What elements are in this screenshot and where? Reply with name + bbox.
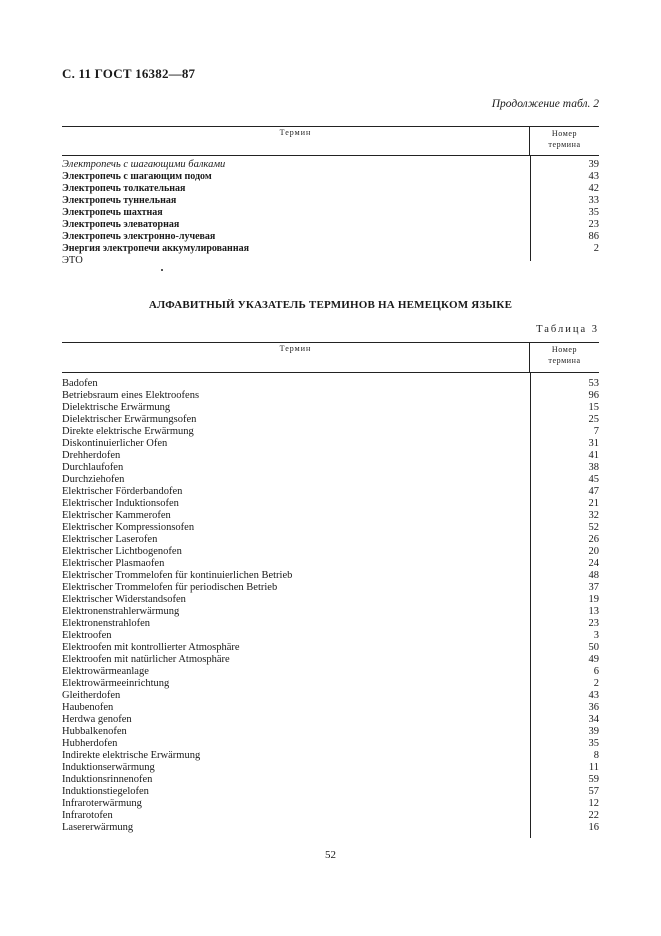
term-number-cell: 59 [588, 774, 599, 785]
term-cell: Durchziehofen [62, 474, 125, 485]
term-cell: Elektrowärmeanlage [62, 666, 149, 677]
term-cell: Elektrischer Induktionsofen [62, 498, 179, 509]
table-continuation-label: Продолжение табл. 2 [491, 98, 599, 110]
term-number-cell: 32 [588, 510, 599, 521]
column-header-number-line1: Номер [551, 129, 578, 138]
term-number-cell: 47 [588, 486, 599, 497]
table-row [62, 594, 599, 606]
term-cell: Elektroofen mit kontrollierter Atmosphäre [62, 642, 240, 653]
term-cell: Elektrischer Kompressionsofen [62, 522, 195, 533]
table-row [62, 666, 599, 678]
term-cell: Электропечь с шагающим подом [62, 171, 212, 182]
column-header-number-line1: Номер [551, 345, 578, 354]
term-number-cell: 7 [593, 426, 599, 437]
term-cell: Direkte elektrische Erwärmung [62, 426, 194, 437]
table-row [62, 726, 599, 738]
table-label: Таблица 3 [536, 324, 599, 335]
term-number-cell: 37 [588, 582, 599, 593]
table-row [62, 630, 599, 642]
table-row [62, 522, 599, 534]
term-number-cell: 11 [588, 762, 599, 773]
term-number-cell: 86 [588, 231, 599, 242]
table-header [62, 126, 599, 156]
term-cell: Elektroofen [62, 630, 112, 641]
term-number-cell: 35 [588, 207, 599, 218]
term-number-cell: 15 [588, 402, 599, 413]
table-row [62, 450, 599, 462]
term-cell: Электропечь элеваторная [62, 219, 180, 230]
term-cell: Электропечь с шагающими балками [62, 159, 226, 170]
term-number-cell: 39 [588, 726, 599, 737]
term-cell: Elektrischer Widerstandsofen [62, 594, 186, 605]
term-cell: Herdwa genofen [62, 714, 132, 725]
term-number-cell: 21 [588, 498, 599, 509]
term-cell: Durchlaufofen [62, 462, 124, 473]
term-number-cell: 16 [588, 822, 599, 833]
term-number-cell: 26 [588, 534, 599, 545]
table-row [62, 738, 599, 750]
term-number-cell: 19 [588, 594, 599, 605]
term-number-cell: 41 [588, 450, 599, 461]
term-number-cell: 39 [588, 159, 599, 170]
section-title: АЛФАВИТНЫЙ УКАЗАТЕЛЬ ТЕРМИНОВ НА НЕМЕЦКОМ ЯЗЫКЕ [148, 299, 513, 311]
term-cell: Elektrischer Laserofen [62, 534, 158, 545]
term-cell: Lasererwärmung [62, 822, 134, 833]
term-number-cell: 23 [588, 219, 599, 230]
term-number-cell: 57 [588, 786, 599, 797]
term-cell: Elektronenstrahlofen [62, 618, 151, 629]
table-row [62, 426, 599, 438]
column-header-term: Термин [62, 127, 530, 155]
table-row [62, 798, 599, 810]
term-cell: Hubherdofen [62, 738, 118, 749]
term-number-cell: 50 [588, 642, 599, 653]
term-number-cell: 23 [588, 618, 599, 629]
table-row [62, 702, 599, 714]
table-row [62, 159, 599, 171]
table-row [62, 195, 599, 207]
table-row [62, 654, 599, 666]
table-row [62, 183, 599, 195]
term-number-cell: 3 [593, 630, 599, 641]
table-row [62, 486, 599, 498]
term-cell: Elektronenstrahlerwärmung [62, 606, 180, 617]
term-cell: Indirekte elektrische Erwärmung [62, 750, 201, 761]
term-cell: Haubenofen [62, 702, 114, 713]
term-cell: Dielektrischer Erwärmungsofen [62, 414, 197, 425]
term-number-cell: 42 [588, 183, 599, 194]
table-row [62, 231, 599, 243]
term-number-cell: 13 [588, 606, 599, 617]
term-number-cell: 2 [593, 243, 599, 254]
term-cell: Diskontinuierlicher Ofen [62, 438, 168, 449]
term-number-cell: 43 [588, 171, 599, 182]
term-number-cell: 25 [588, 414, 599, 425]
term-cell: Infrarotofen [62, 810, 113, 821]
term-cell: Elektrischer Kammerofen [62, 510, 171, 521]
term-cell: Induktionsrinnenofen [62, 774, 153, 785]
term-cell: Электропечь шахтная [62, 207, 163, 218]
term-cell: Электропечь электронно-лучевая [62, 231, 216, 242]
term-cell: Hubbalkenofen [62, 726, 127, 737]
term-number-cell: 12 [588, 798, 599, 809]
table-row [62, 243, 599, 255]
table-row [62, 678, 599, 690]
term-number-cell: 20 [588, 546, 599, 557]
term-cell: Drehherdofen [62, 450, 121, 461]
table-row [62, 642, 599, 654]
term-cell: Gleitherdofen [62, 690, 121, 701]
term-number-cell: 8 [593, 750, 599, 761]
term-cell: Dielektrische Erwärmung [62, 402, 171, 413]
column-header-term: Термин [62, 343, 530, 372]
term-number-cell: 96 [588, 390, 599, 401]
table-row [62, 546, 599, 558]
term-cell: Elektrischer Trommelofen für periodischen Betrieb [62, 582, 278, 593]
column-header-number [530, 343, 599, 372]
term-cell: Elektrischer Plasmaofen [62, 558, 165, 569]
table-row [62, 774, 599, 786]
table-row [62, 558, 599, 570]
term-number-cell: 45 [588, 474, 599, 485]
table-row [62, 570, 599, 582]
term-cell: Induktionserwärmung [62, 762, 155, 773]
scan-speck [161, 269, 163, 271]
term-number-cell: 24 [588, 558, 599, 569]
table-row [62, 438, 599, 450]
table-row [62, 786, 599, 798]
document-header: С. 11 ГОСТ 16382—87 [62, 66, 196, 81]
term-cell: Elektrischer Trommelofen für kontinuierlichen Betrieb [62, 570, 293, 581]
term-cell: Электропечь толкательная [62, 183, 186, 194]
table-row [62, 582, 599, 594]
table-row [62, 750, 599, 762]
term-cell: Энергия электропечи аккумулированная [62, 243, 249, 254]
term-number-cell: 6 [593, 666, 599, 677]
term-cell: Электропечь туннельная [62, 195, 177, 206]
term-number-cell: 31 [588, 438, 599, 449]
table-row [62, 606, 599, 618]
term-number-cell: 38 [588, 462, 599, 473]
table-row [62, 414, 599, 426]
table-row [62, 714, 599, 726]
table-row [62, 510, 599, 522]
table-row [62, 822, 599, 834]
table-row [62, 378, 599, 390]
term-cell: Elektrowärmeeinrichtung [62, 678, 170, 689]
term-number-cell: 2 [593, 678, 599, 689]
table-row [62, 534, 599, 546]
table-row [62, 171, 599, 183]
term-number-cell: 49 [588, 654, 599, 665]
term-cell: Badofen [62, 378, 98, 389]
term-cell: ЭТО [62, 255, 83, 266]
term-cell: Elektrischer Lichtbogenofen [62, 546, 182, 557]
term-number-cell: 48 [588, 570, 599, 581]
term-cell: Betriebsraum eines Elektroofens [62, 390, 200, 401]
term-number-cell: 36 [588, 702, 599, 713]
page-number: 52 [325, 849, 336, 861]
term-number-cell: 35 [588, 738, 599, 749]
table-body [62, 156, 599, 266]
term-cell: Elektroofen mit natürlicher Atmosphäre [62, 654, 230, 665]
term-number-cell: 52 [588, 522, 599, 533]
column-header-number [530, 127, 599, 155]
table-body [62, 373, 599, 838]
table-row [62, 762, 599, 774]
table-row [62, 474, 599, 486]
table-row [62, 462, 599, 474]
table-row [62, 498, 599, 510]
table-header [62, 342, 599, 373]
table-row [62, 810, 599, 822]
term-cell: Elektrischer Förderbandofen [62, 486, 183, 497]
column-header-number-line2: термина [548, 356, 581, 365]
term-cell: Infraroterwärmung [62, 798, 142, 809]
term-number-cell: 34 [588, 714, 599, 725]
term-number-cell: 53 [588, 378, 599, 389]
term-number-cell: 43 [588, 690, 599, 701]
table-row [62, 690, 599, 702]
table-2 [62, 126, 599, 266]
table-row [62, 618, 599, 630]
term-number-cell: 22 [588, 810, 599, 821]
column-header-number-line2: термина [548, 140, 581, 149]
table-row [62, 390, 599, 402]
term-cell: Induktionstiegelofen [62, 786, 149, 797]
term-number-cell: 33 [588, 195, 599, 206]
table-row [62, 402, 599, 414]
table-row [62, 255, 599, 267]
table-3 [62, 342, 599, 838]
table-row [62, 207, 599, 219]
table-row [62, 219, 599, 231]
